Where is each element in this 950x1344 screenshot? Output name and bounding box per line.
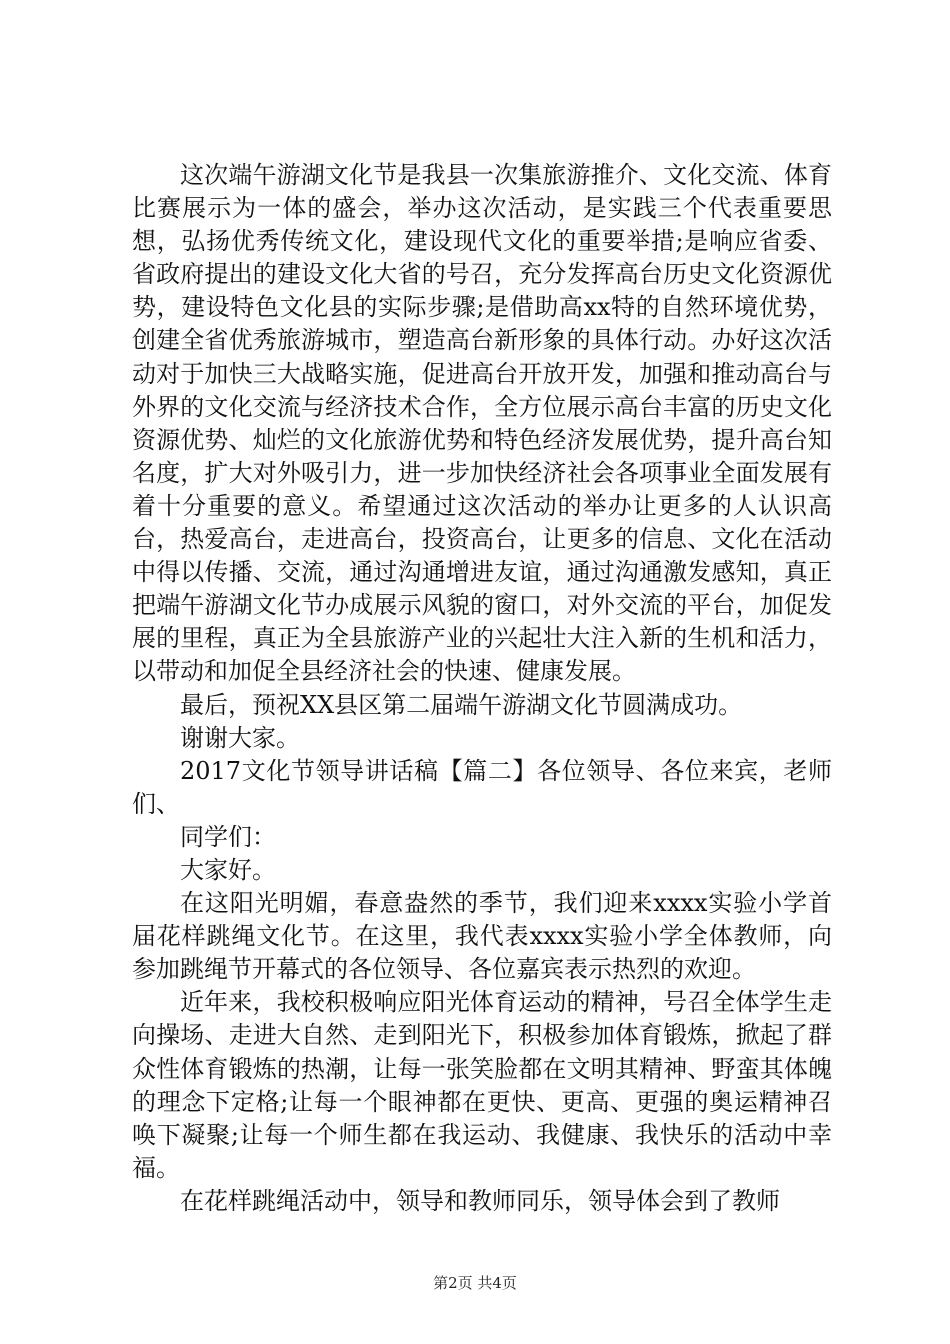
- paragraph-8: 近年来，我校积极响应阳光体育运动的精神，号召全体学生走向操场、走进大自然、走到阳光下，积极参加体育锻炼，掀起了群众性体育锻炼的热潮，让每一张笑脸都在文明其精神、野蛮其体魄的理念下定格;让每一个眼神都在更快、更高、更强的奥运精神召唤下凝聚;让每一个师生都在我运动、我健康、我快乐的活动中幸福。: [132, 988, 832, 1182]
- paragraph-1: 这次端午游湖文化节是我县一次集旅游推介、文化交流、体育比赛展示为一体的盛会，举办这次活动，是实践三个代表重要思想，弘扬优秀传统文化，建设现代文化的重要举措;是响应省委、省政府提出的建设文化大省的号召，充分发挥高台历史文化资源优势，建设特色文化县的实际步骤;是借助高xx特的自然环境优势，创建全省优秀旅游城市，塑造高台新形象的具体行动。办好这次活动对于加快三大战略实施，促进高台开放开发，加强和推动高台与外界的文化交流与经济技术合作，全方位展示高台丰富的历史文化资源优势、灿烂的文化旅游优势和特色经济发展优势，提升高台知名度，扩大对外吸引力，进一步加快经济社会各项事业全面发展有着十分重要的意义。希望通过这次活动的举办让更多的人认识高台，热爱高台，走进高台，投资高台，让更多的信息、文化在活动中得以传播、交流，通过沟通增进友谊，通过沟通激发感知，真正把端午游湖文化节办成展示风貌的窗口，对外交流的平台，加促发展的里程，真正为全县旅游产业的兴起壮大注入新的生机和活力，以带动和加促全县经济社会的快速、健康发展。: [132, 161, 832, 686]
- document-body: [132, 159, 832, 1218]
- paragraph-9: 在花样跳绳活动中，领导和教师同乐，领导体会到了教师: [180, 1186, 780, 1215]
- paragraph-2: 最后，预祝XX县区第二届端午游湖文化节圆满成功。: [180, 690, 743, 719]
- page-footer: 第2页 共4页: [433, 1274, 517, 1292]
- paragraph-3: 谢谢大家。: [180, 723, 300, 752]
- paragraph-4: 2017文化节领导讲话稿【篇二】各位领导、各位来宾，老师们、: [132, 756, 832, 818]
- paragraph-6: 大家好。: [180, 855, 276, 884]
- paragraph-5: 同学们：: [180, 822, 276, 851]
- paragraph-7: 在这阳光明媚，春意盎然的季节，我们迎来xxxx实验小学首届花样跳绳文化节。在这里，我代表xxxx实验小学全体教师，向参加跳绳节开幕式的各位领导、各位嘉宾表示热烈的欢迎。: [132, 889, 832, 984]
